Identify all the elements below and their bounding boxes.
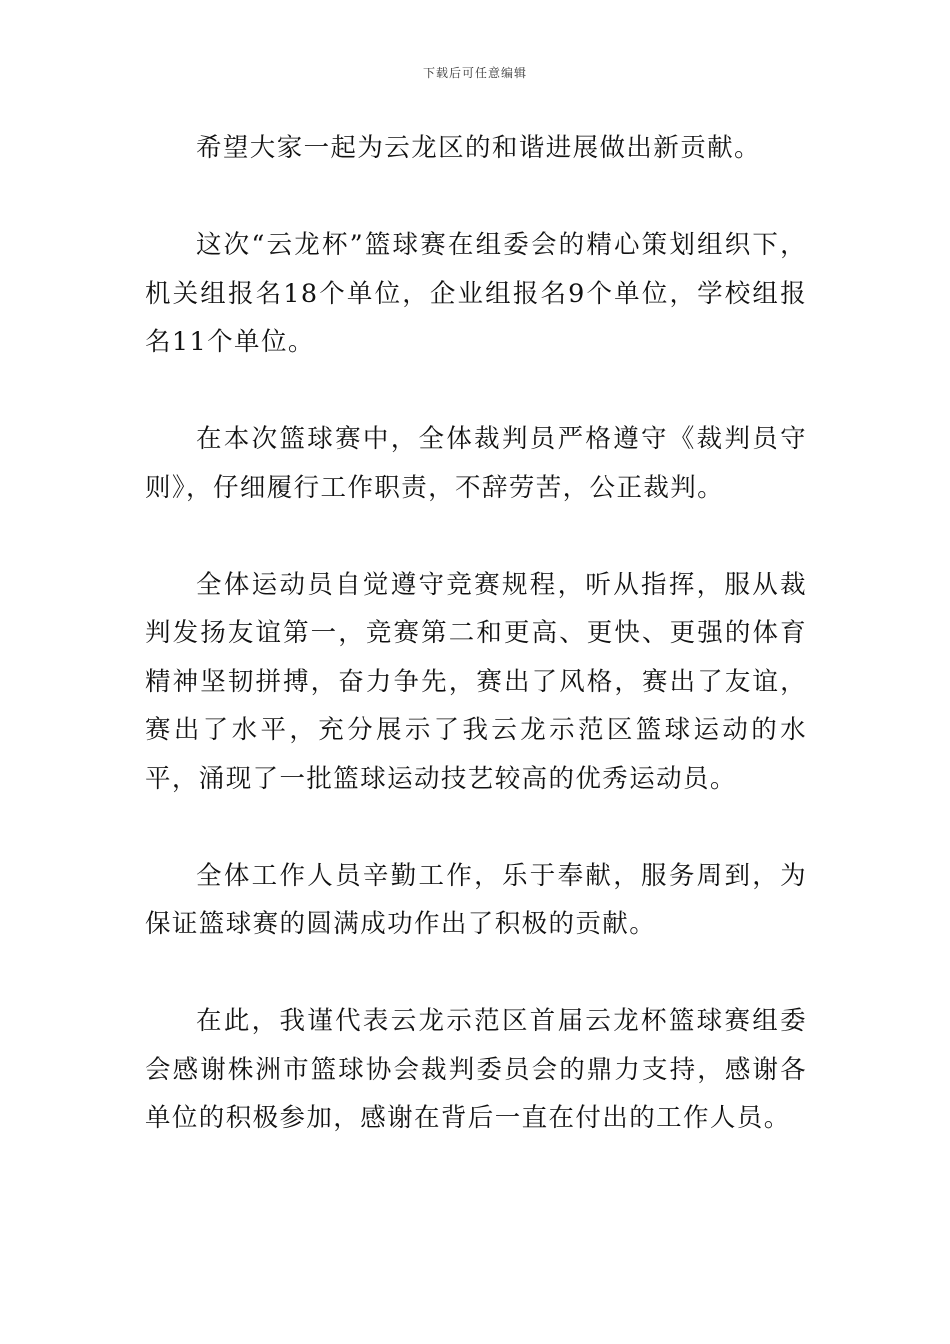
paragraph-registration: 这次“云龙杯”篮球赛在组委会的精心策划组织下，机关组报名18个单位，企业组报名9个单位，学校组报名11个单位。 [145, 230, 807, 357]
paragraph-athletes: 全体运动员自觉遵守竞赛规程，听从指挥，服从裁判发扬友谊第一，竞赛第二和更高、更快、更强的体育精神坚韧拼搏，奋力争先，赛出了风格，赛出了友谊，赛出了水平，充分展示了我云龙示范区篮球运动的水平，涌现了一批篮球运动技艺较高的优秀运动员。 [145, 569, 807, 794]
paragraph-closing-hope: 希望大家一起为云龙区的和谐进展做出新贡献。 [196, 133, 761, 163]
paragraph-referees: 在本次篮球赛中，全体裁判员严格遵守《裁判员守则》，仔细履行工作职责，不辞劳苦，公正裁判。 [145, 424, 807, 503]
paragraph-staff: 全体工作人员辛勤工作，乐于奉献，服务周到，为保证篮球赛的圆满成功作出了积极的贡献。 [145, 860, 807, 939]
document-body [145, 124, 807, 1143]
page-header-note: 下载后可任意编辑 [422, 66, 527, 80]
paragraph-thanks: 在此，我谨代表云龙示范区首届云龙杯篮球赛组委会感谢株洲市篮球协会裁判委员会的鼎力支持，感谢各单位的积极参加，感谢在背后一直在付出的工作人员。 [145, 1006, 807, 1133]
